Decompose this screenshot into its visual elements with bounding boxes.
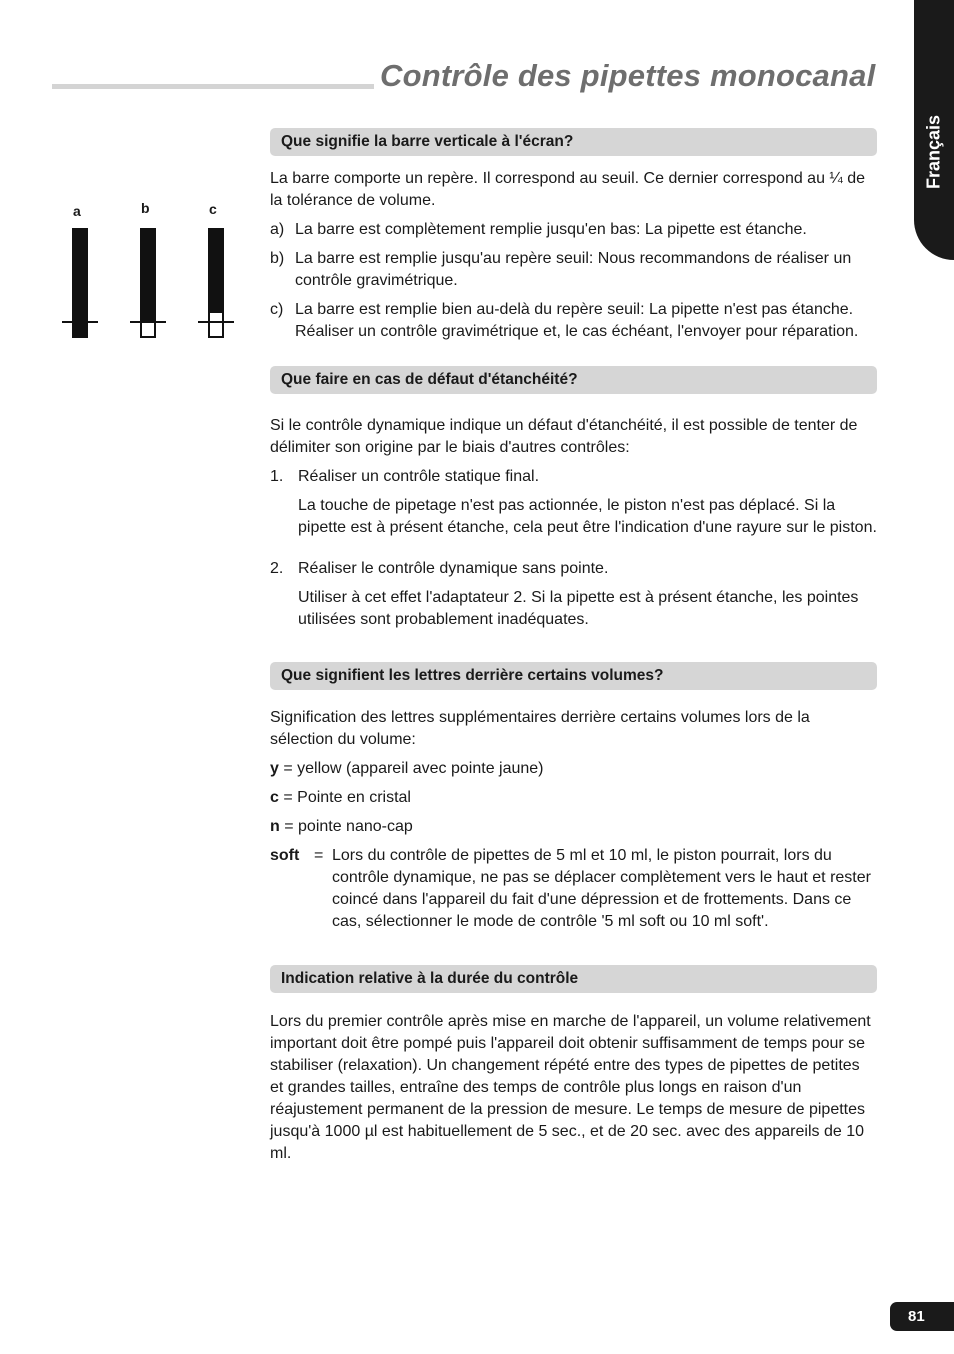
language-tab-label: Français bbox=[923, 114, 944, 190]
numbered-item-label: 1. bbox=[270, 468, 284, 485]
numbered-item bbox=[270, 466, 877, 488]
definition-equals: = bbox=[314, 847, 324, 864]
list-item bbox=[270, 299, 877, 343]
paragraph: Lors du premier contrôle après mise en marche de l'appareil, un volume relativement important doit être pompé puis l'appareil doit obtenir suffisamment de temps pour se stabiliser (relaxation). Un changement répété entre des types de pipettes de petites et grandes tailles, entraîne des temps de contrôle plus longs en raison d'un réajustement permanent de la pression de mesure. Le temps de mesure de pipettes jusqu'à 1000 µl est habituellement de 5 sec., et de 20 sec. avec des appareils de 10 ml. bbox=[270, 1013, 871, 1162]
definition-item bbox=[270, 787, 877, 809]
definition-item bbox=[270, 816, 877, 838]
list-item-label: b) bbox=[270, 250, 285, 267]
list-item bbox=[270, 248, 877, 292]
title-rule bbox=[52, 84, 374, 89]
definition-text: Lors du contrôle de pipettes de 5 ml et 10 ml, le piston pourrait, lors du contrôle dynamique, ne pas se déplacer complètement vers le haut et rester coincé dans l'appareil du fait d'une dépression et de frottements. Dans ce cas, sélectionner le mode de contrôle '5 ml soft ou 10 ml soft'. bbox=[332, 847, 871, 930]
list-item bbox=[270, 219, 877, 241]
definition-text: = Pointe en cristal bbox=[278, 789, 411, 806]
leak-bar-a bbox=[72, 228, 88, 338]
definition-text: = yellow (appareil avec pointe jaune) bbox=[278, 760, 544, 777]
numbered-item bbox=[270, 558, 877, 580]
page-number: 81 bbox=[890, 1302, 954, 1331]
definition-key: soft bbox=[270, 847, 300, 864]
paragraph: Si le contrôle dynamique indique un défaut d'étanchéité, il est possible de tenter de délimiter son origine par le biais d'autres contrôles: bbox=[270, 417, 858, 456]
language-tab bbox=[914, 0, 954, 260]
numbered-item-detail: La touche de pipetage n'est pas actionnée, le piston n'est pas déplacé. Si la pipette est à présent étanche, cela peut être l'indication d'une rayure sur le piston. bbox=[298, 497, 877, 536]
leak-bar-figure bbox=[60, 195, 240, 345]
definition-key: c bbox=[270, 789, 279, 806]
definition-item bbox=[270, 758, 877, 780]
numbered-item-label: 2. bbox=[270, 560, 284, 577]
numbered-item-text: Réaliser le contrôle dynamique sans pointe. bbox=[298, 560, 609, 577]
main-content bbox=[270, 128, 877, 1165]
definition-key: n bbox=[270, 818, 280, 835]
numbered-item-text: Réaliser un contrôle statique final. bbox=[298, 468, 540, 485]
figure-label-c: c bbox=[209, 201, 217, 217]
section-heading-duration: Indication relative à la durée du contrôle bbox=[270, 965, 877, 993]
section-heading-leak-defect: Que faire en cas de défaut d'étanchéité? bbox=[270, 366, 877, 394]
threshold-mark bbox=[130, 321, 166, 323]
definition-key: y bbox=[270, 760, 279, 777]
leak-bar-c bbox=[208, 228, 224, 338]
leak-bar-empty-part bbox=[142, 323, 154, 336]
page-title: Contrôle des pipettes monocanal bbox=[380, 58, 876, 93]
leak-bar-b bbox=[140, 228, 156, 338]
section-heading-volume-letters: Que signifient les lettres derrière certains volumes? bbox=[270, 662, 877, 690]
list-item-text: La barre est remplie jusqu'au repère seuil: Nous recommandons de réaliser un contrôle gravimétrique. bbox=[295, 250, 852, 289]
definition-text: = pointe nano-cap bbox=[279, 818, 413, 835]
list-item-text: La barre est remplie bien au-delà du repère seuil: La pipette n'est pas étanche. Réaliser un contrôle gravimétrique et, le cas échéant, l'envoyer pour réparation. bbox=[295, 301, 859, 340]
figure-label-a: a bbox=[73, 203, 81, 219]
section-heading-vertical-bar: Que signifie la barre verticale à l'écran? bbox=[270, 128, 877, 156]
numbered-item-detail: Utiliser à cet effet l'adaptateur 2. Si la pipette est à présent étanche, les pointes utilisées sont probablement inadéquates. bbox=[298, 589, 859, 628]
list-item-label: a) bbox=[270, 221, 285, 238]
figure-label-b: b bbox=[141, 200, 150, 216]
threshold-mark bbox=[62, 321, 98, 323]
list-item-label: c) bbox=[270, 301, 284, 318]
definition-item-soft bbox=[270, 845, 877, 933]
paragraph: Signification des lettres supplémentaires derrière certains volumes lors de la sélection du volume: bbox=[270, 709, 810, 748]
threshold-mark bbox=[198, 321, 234, 323]
paragraph: La barre comporte un repère. Il correspond au seuil. Ce dernier correspond au ¼ de la tolérance de volume. bbox=[270, 170, 866, 209]
list-item-text: La barre est complètement remplie jusqu'en bas: La pipette est étanche. bbox=[295, 221, 807, 238]
leak-bar-empty-part bbox=[210, 313, 222, 336]
